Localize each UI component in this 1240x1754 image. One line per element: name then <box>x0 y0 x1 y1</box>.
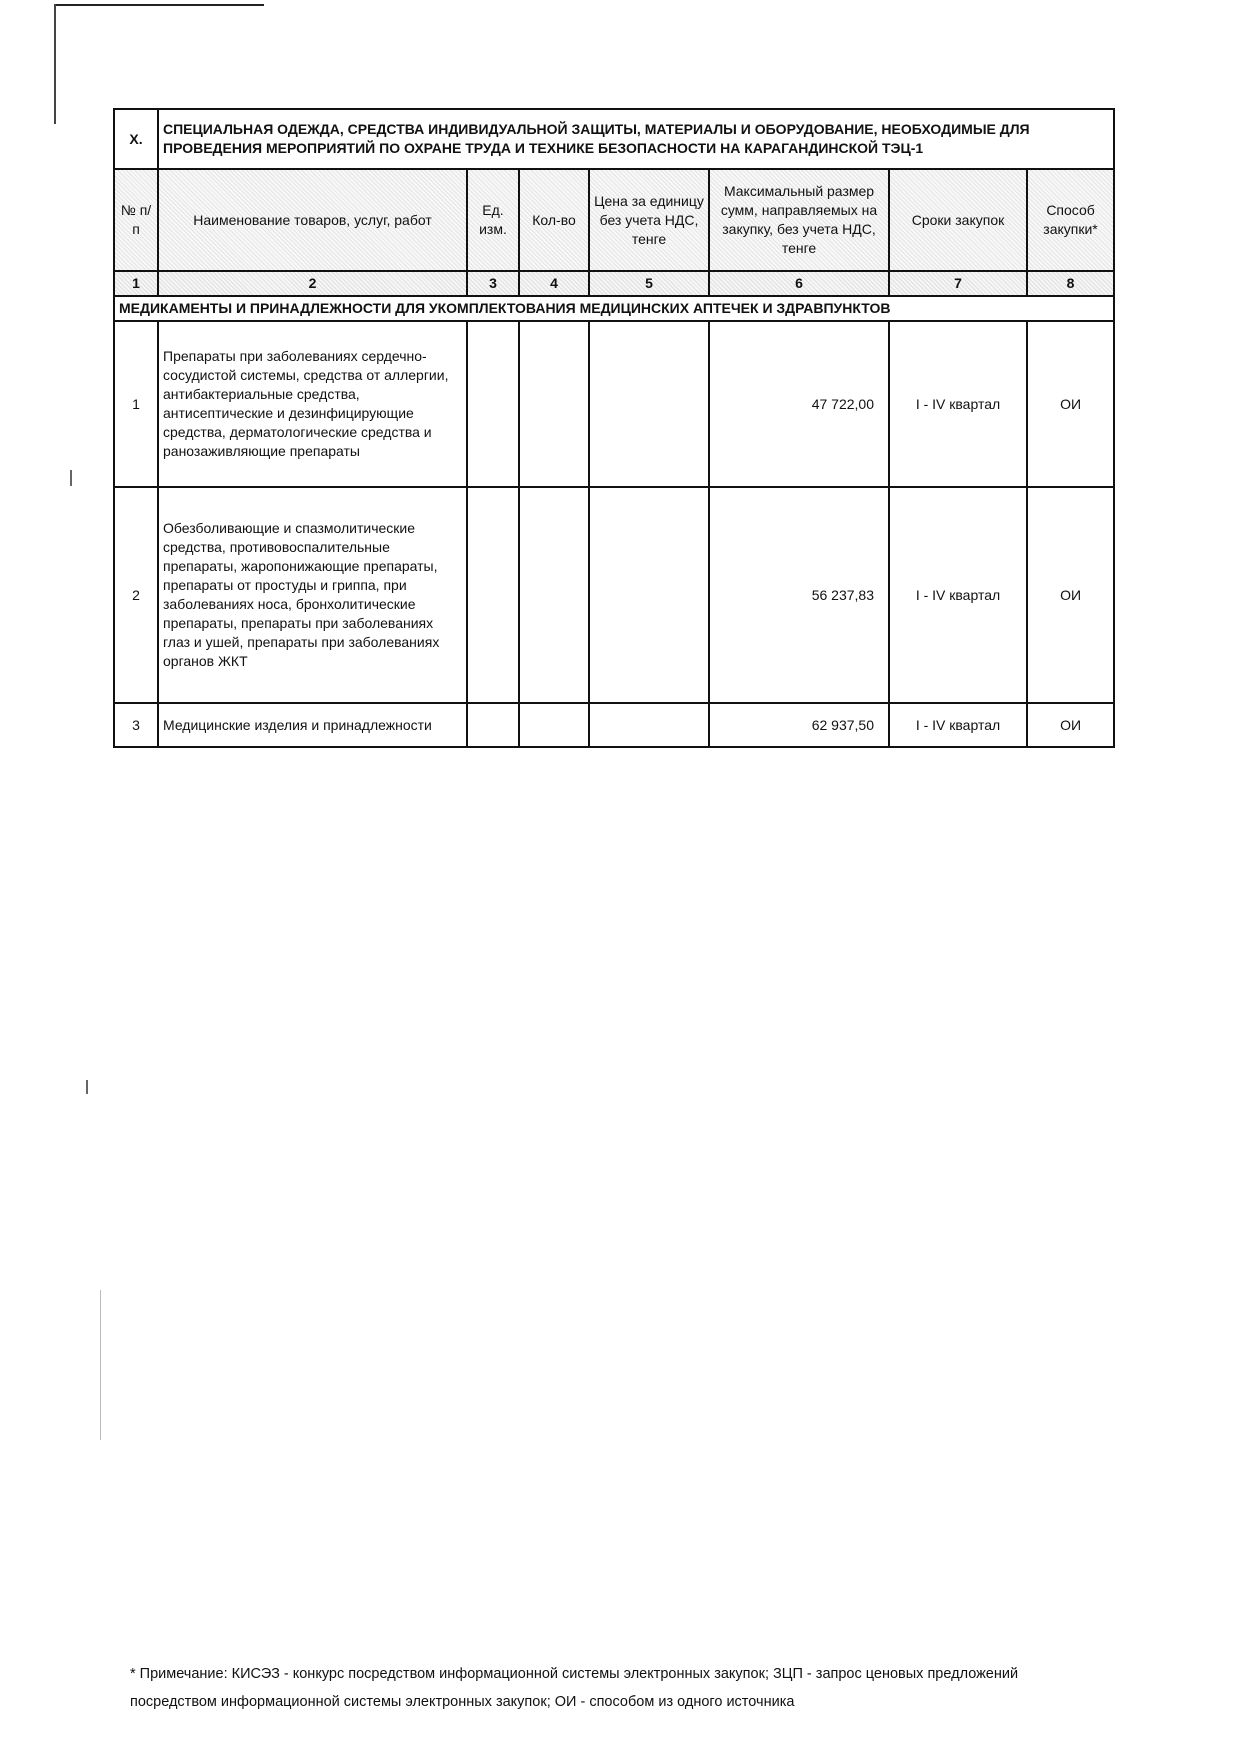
table-row <box>114 703 1114 747</box>
col-number: 5 <box>589 271 709 296</box>
subsection-row <box>114 296 1114 321</box>
col-header-method: Способ закупки* <box>1027 169 1114 271</box>
col-header-price: Цена за единицу без учета НДС, тенге <box>589 169 709 271</box>
row-unit <box>467 703 519 747</box>
col-header-qty: Кол-во <box>519 169 589 271</box>
section-number: X. <box>114 109 158 169</box>
col-header-name: Наименование товаров, услуг, работ <box>158 169 467 271</box>
row-qty <box>519 703 589 747</box>
table-row <box>114 487 1114 703</box>
subsection-title: МЕДИКАМЕНТЫ И ПРИНАДЛЕЖНОСТИ ДЛЯ УКОМПЛЕКТОВАНИЯ МЕДИЦИНСКИХ АПТЕЧЕК И ЗДРАВПУНКТОВ <box>114 296 1114 321</box>
row-price <box>589 487 709 703</box>
row-name: Обезболивающие и спазмолитические средства, противовоспалительные препараты, жаропонижающие препараты, препараты от простуды и гриппа, при заболеваниях носа, бронхолитические препараты, препараты при заболеваниях глаз и ушей, препараты при заболеваниях органов ЖКТ <box>158 487 467 703</box>
col-number: 3 <box>467 271 519 296</box>
row-method: ОИ <box>1027 487 1114 703</box>
row-method: ОИ <box>1027 321 1114 487</box>
col-number: 2 <box>158 271 467 296</box>
procurement-table <box>113 108 1115 748</box>
row-method: ОИ <box>1027 703 1114 747</box>
col-number: 4 <box>519 271 589 296</box>
col-number: 1 <box>114 271 158 296</box>
row-unit <box>467 321 519 487</box>
col-header-num: № п/п <box>114 169 158 271</box>
scan-mark <box>86 1080 88 1094</box>
row-qty <box>519 487 589 703</box>
row-number: 3 <box>114 703 158 747</box>
row-amount: 47 722,00 <box>709 321 889 487</box>
row-price <box>589 703 709 747</box>
row-number: 1 <box>114 321 158 487</box>
scan-edge-top <box>54 4 264 6</box>
row-unit <box>467 487 519 703</box>
row-number: 2 <box>114 487 158 703</box>
row-period: I - IV квартал <box>889 703 1027 747</box>
section-title: СПЕЦИАЛЬНАЯ ОДЕЖДА, СРЕДСТВА ИНДИВИДУАЛЬНОЙ ЗАЩИТЫ, МАТЕРИАЛЫ И ОБОРУДОВАНИЕ, НЕОБХОДИМЫЕ ДЛЯ ПРОВЕДЕНИЯ МЕРОПРИЯТИЙ ПО ОХРАНЕ ТРУДА И ТЕХНИКЕ БЕЗОПАСНОСТИ НА КАРАГАНДИНСКОЙ ТЭЦ-1 <box>158 109 1114 169</box>
row-period: I - IV квартал <box>889 487 1027 703</box>
scan-mark <box>70 470 72 486</box>
col-number: 6 <box>709 271 889 296</box>
row-amount: 62 937,50 <box>709 703 889 747</box>
scan-edge-left <box>54 4 56 124</box>
footnote: * Примечание: КИСЭЗ - конкурс посредством информационной системы электронных закупок; ЗЦП - запрос ценовых предложений посредством информационной системы электронных закупок; ОИ - способом из одного источника <box>130 1666 1019 1710</box>
table-row <box>114 321 1114 487</box>
scan-mark <box>100 1290 101 1440</box>
col-header-period: Сроки закупок <box>889 169 1027 271</box>
col-number: 7 <box>889 271 1027 296</box>
row-name: Препараты при заболеваниях сердечно-сосудистой системы, средства от аллергии, антибактериальные средства, антисептические и дезинфицирующие средства, дерматологические средства и ранозаживляющие препараты <box>158 321 467 487</box>
row-price <box>589 321 709 487</box>
row-name: Медицинские изделия и принадлежности <box>158 703 467 747</box>
section-header-row <box>114 109 1114 169</box>
column-header-row <box>114 169 1114 271</box>
row-qty <box>519 321 589 487</box>
col-header-unit: Ед. изм. <box>467 169 519 271</box>
row-amount: 56 237,83 <box>709 487 889 703</box>
row-period: I - IV квартал <box>889 321 1027 487</box>
col-number: 8 <box>1027 271 1114 296</box>
col-header-amount: Максимальный размер сумм, направляемых на закупку, без учета НДС, тенге <box>709 169 889 271</box>
column-number-row <box>114 271 1114 296</box>
